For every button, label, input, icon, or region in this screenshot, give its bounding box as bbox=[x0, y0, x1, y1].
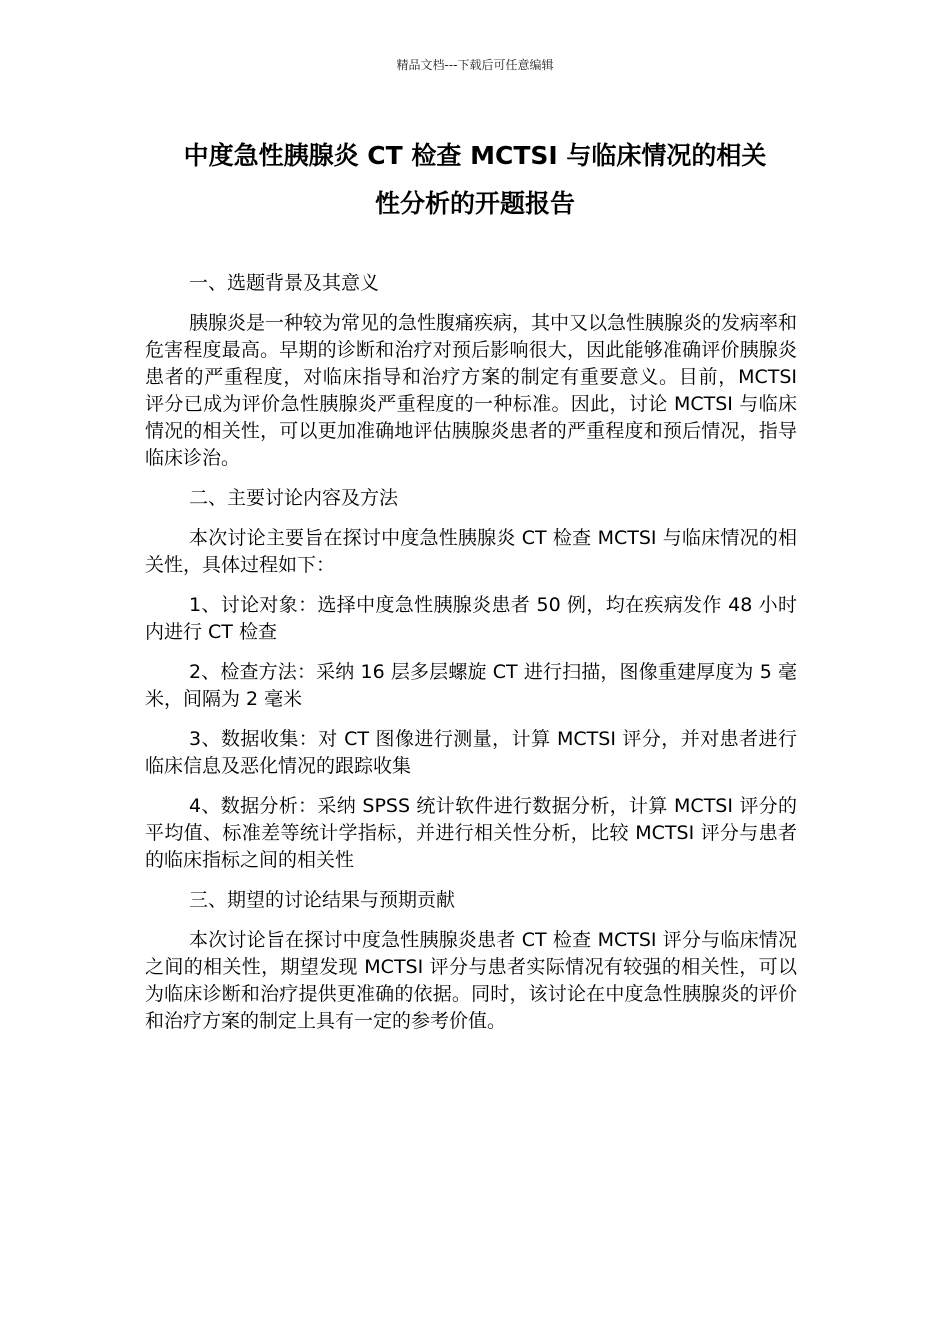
section-2-item-3: 3、数据收集：对 CT 图像进行测量，计算 MCTSI 评分，并对患者进行临床信息及恶化情况的跟踪收集 bbox=[145, 728, 797, 777]
section-1-heading: 一、选题背景及其意义 bbox=[189, 272, 380, 294]
section-2-item-2: 2、检查方法：采纳 16 层多层螺旋 CT 进行扫描，图像重建厚度为 5 毫米，间隔为 2 毫米 bbox=[145, 661, 797, 710]
section-2-item-4: 4、数据分析：采纳 SPSS 统计软件进行数据分析，计算 MCTSI 评分的平均值、标准差等统计学指标，并进行相关性分析，比较 MCTSI 评分与患者的临床指标之间的相关性 bbox=[145, 795, 797, 871]
section-2-heading: 二、主要讨论内容及方法 bbox=[189, 487, 399, 509]
section-2-intro: 本次讨论主要旨在探讨中度急性胰腺炎 CT 检查 MCTSI 与临床情况的相关性，具体过程如下： bbox=[145, 527, 797, 576]
section-3-paragraph: 本次讨论旨在探讨中度急性胰腺炎患者 CT 检查 MCTSI 评分与临床情况之间的相关性，期望发现 MCTSI 评分与患者实际情况有较强的相关性，可以为临床诊断和治疗提供更准确的依据。同时，该讨论在中度急性胰腺炎的评价和治疗方案的制定上具有一定的参考价值。 bbox=[145, 929, 797, 1032]
header-note: 精品文档---下载后可任意编辑 bbox=[396, 58, 554, 72]
section-3-heading: 三、期望的讨论结果与预期贡献 bbox=[189, 889, 456, 911]
section-1-paragraph: 胰腺炎是一种较为常见的急性腹痛疾病，其中又以急性胰腺炎的发病率和危害程度最高。早期的诊断和治疗对预后影响很大，因此能够准确评价胰腺炎患者的严重程度，对临床指导和治疗方案的制定有重要意义。目前，MCTSI 评分已成为评价急性胰腺炎严重程度的一种标准。因此，讨论 MCTSI 与临床情况的相关性，可以更加准确地评估胰腺炎患者的严重程度和预后情况，指导临床诊治。 bbox=[145, 312, 798, 469]
title-line-2: 性分析的开题报告 bbox=[374, 189, 575, 218]
document-body bbox=[145, 270, 797, 1048]
title-line-1: 中度急性胰腺炎 CT 检查 MCTSI 与临床情况的相关 bbox=[183, 141, 767, 170]
section-2-item-1: 1、讨论对象：选择中度急性胰腺炎患者 50 例，均在疾病发作 48 小时内进行 CT 检查 bbox=[145, 594, 797, 643]
document-title bbox=[145, 132, 805, 228]
